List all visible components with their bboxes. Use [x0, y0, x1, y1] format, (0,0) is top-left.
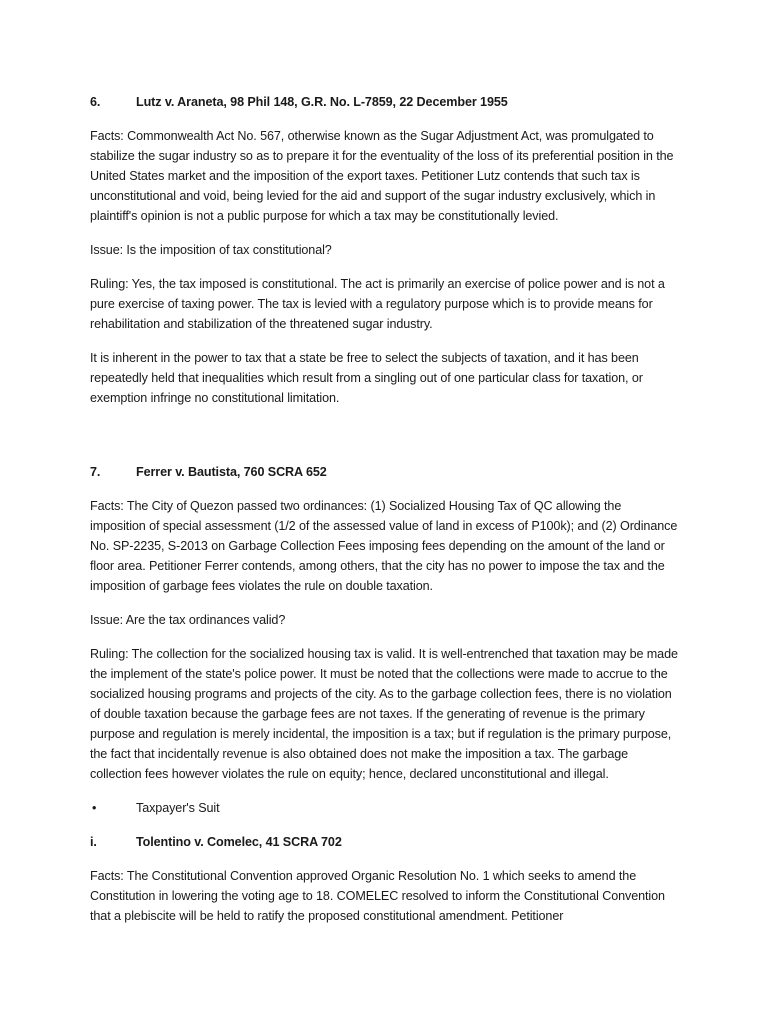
- case-facts: Facts: Commonwealth Act No. 567, otherwise known as the Sugar Adjustment Act, was promulgated to stabilize the sugar industry so as to prepare it for the eventuality of the loss of its preferential position in the United States market and the imposition of the export taxes. Petitioner Lutz contends that such tax is unconstitutional and void, being levied for the aid and support of the sugar industry exclusively, which in plaintiff's opinion is not a public purpose for which a tax may be constitutionally levied.: [90, 129, 674, 223]
- case-number: 7.: [90, 465, 101, 479]
- section-label: Taxpayer's Suit: [136, 801, 220, 815]
- case-facts: Facts: The Constitutional Convention approved Organic Resolution No. 1 which seeks to amend the Constitution in lowering the voting age to 18. COMELEC resolved to inform the Constitutional Convention that a plebiscite will be held to ratify the proposed constitutional amendment. Petitioner: [90, 869, 665, 923]
- section-bullet: [90, 798, 678, 818]
- document-body: [90, 92, 678, 940]
- case-paragraph: It is inherent in the power to tax that a state be free to select the subjects of taxation, and it has been repeatedly held that inequalities which result from a singling out of one particular class for taxation, or exemption infringe no constitutional limitation.: [90, 351, 643, 405]
- case-number: 6.: [90, 95, 101, 109]
- case-title: Ferrer v. Bautista, 760 SCRA 652: [136, 465, 327, 479]
- case-facts: Facts: The City of Quezon passed two ordinances: (1) Socialized Housing Tax of QC allowing the imposition of special assessment (1/2 of the assessed value of land in excess of P100k); and (2) Ordinance No. SP-2235, S-2013 on Garbage Collection Fees imposing fees depending on the amount of the land or floor area. Petitioner Ferrer contends, among others, that the city has no power to impose the tax and the imposition of garbage fees violates the rule on double taxation.: [90, 499, 678, 593]
- spacer: [90, 422, 678, 462]
- case-number: i.: [90, 835, 97, 849]
- case-title: Lutz v. Araneta, 98 Phil 148, G.R. No. L-7859, 22 December 1955: [136, 95, 508, 109]
- case-heading: [90, 832, 678, 852]
- case-ruling: Ruling: The collection for the socialized housing tax is valid. It is well-entrenched that taxation may be made the implement of the state's police power. It must be noted that the collections were made to accrue to the socialized housing programs and projects of the city. As to the garbage collection fees, there is no violation of double taxation because the garbage fees are not taxes. If the generating of revenue is the primary purpose and regulation is merely incidental, the imposition is a tax; but if regulation is the primary purpose, the fact that incidentally revenue is also obtained does not make the imposition a tax. The garbage collection fees however violates the rule on equity; hence, declared unconstitutional and illegal.: [90, 647, 678, 781]
- case-issue: Issue: Are the tax ordinances valid?: [90, 613, 286, 627]
- bullet-icon: •: [92, 801, 97, 815]
- case-heading: [90, 462, 678, 482]
- case-title: Tolentino v. Comelec, 41 SCRA 702: [136, 835, 342, 849]
- case-heading: [90, 92, 678, 112]
- case-ruling: Ruling: Yes, the tax imposed is constitutional. The act is primarily an exercise of police power and is not a pure exercise of taxing power. The tax is levied with a regulatory purpose which is to provide means for rehabilitation and stabilization of the threatened sugar industry.: [90, 277, 665, 331]
- case-issue: Issue: Is the imposition of tax constitutional?: [90, 243, 332, 257]
